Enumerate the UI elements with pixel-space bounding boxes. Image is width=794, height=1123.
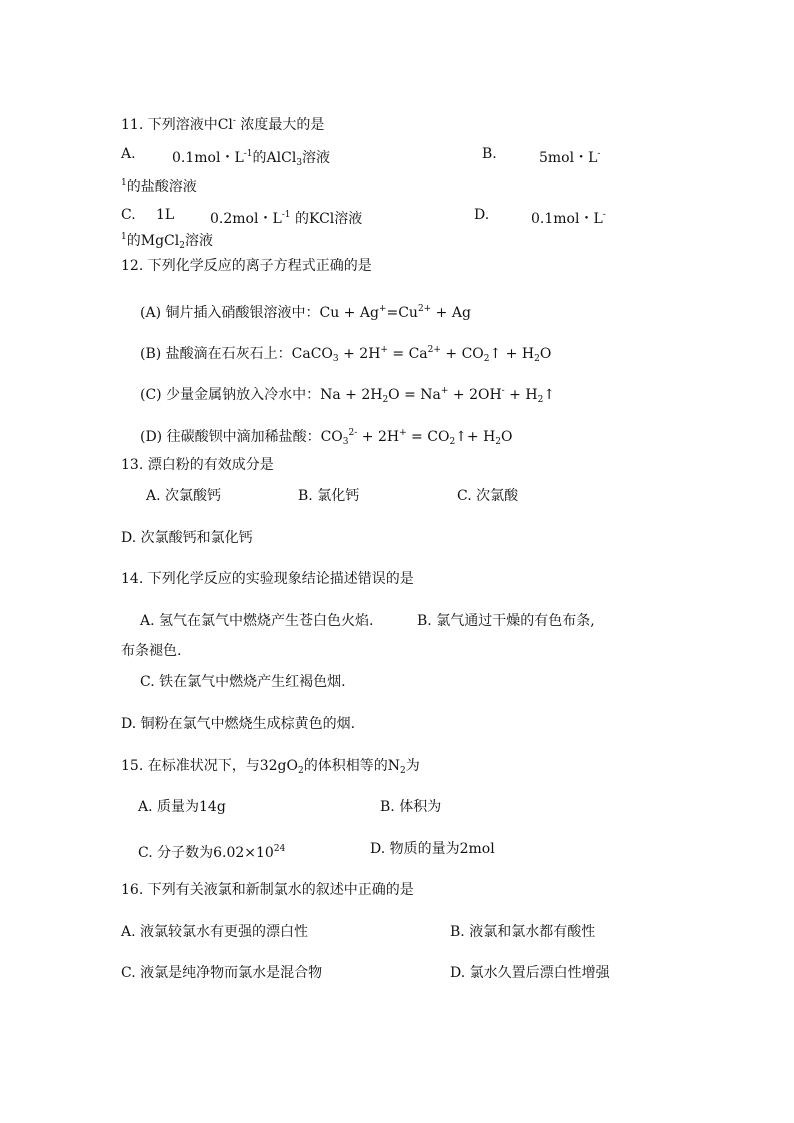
q13-option-b: B. 氯化钙 <box>298 488 360 504</box>
q14-option-b-continued: 布条褪色. <box>121 643 182 659</box>
q14-option-c: C. 铁在氯气中燃烧产生红褐色烟. <box>140 674 346 690</box>
q11-option-a-label: A. <box>121 146 136 162</box>
q16-option-a: A. 液氯较氯水有更强的漂白性 <box>121 924 309 940</box>
q11-option-b: 5mol・L- <box>539 149 601 166</box>
q15-stem: 15. 在标准状况下，与$32gO_2$的体积相等的$N_2$为 <box>121 758 420 776</box>
q12-option-a: (A) 铜片插入硝酸银溶液中：$Cu + Ag^+=Cu^{2+} + Ag$ <box>140 304 471 321</box>
q11-option-d: 0.1mol・L- <box>531 210 606 227</box>
q12-stem: 12. 下列化学反应的离子方程式正确的是 <box>121 258 372 274</box>
q16-stem: 16. 下列有关液氯和新制氯水的叙述中正确的是 <box>121 882 414 898</box>
q16-option-c: C. 液氯是纯净物而氯水是混合物 <box>121 965 323 981</box>
q11-option-c-label: C. <box>121 207 136 223</box>
q13-option-a: A. 次氯酸钙 <box>146 488 222 504</box>
q13-option-c: C. 次氯酸 <box>457 488 519 504</box>
q12-option-b: (B) 盐酸滴在石灰石上：CaCO$_3$ + $2H^+ = Ca^{2+}$ + $CO_2↑ + H_2O$ <box>140 345 552 364</box>
q16-option-d: D. 氯水久置后漂白性增强 <box>450 965 610 981</box>
q11-option-b-continued: $^1$的盐酸溶液 <box>121 178 197 195</box>
q11-option-c: 0.2mol・$L^{-1}$ 的KCl溶液 <box>210 210 363 227</box>
q14-option-b: B. 氯气通过干燥的有色布条, <box>417 613 595 629</box>
q11-option-d-continued: $^1$的MgCl$_2$溶液 <box>121 232 213 251</box>
q15-option-a: A. 质量为14g <box>138 799 226 815</box>
q13-option-d: D. 次氯酸钙和氯化钙 <box>121 530 253 546</box>
q11-stem: 11. 下列溶液中Cl- 浓度最大的是 <box>121 116 325 133</box>
q11-option-c-volume: 1L <box>156 207 175 223</box>
q11-option-a: 0.1mol・$L^{-1}$的AlCl$_3$溶液 <box>172 149 331 168</box>
q15-option-d: D. 物质的量为2mol <box>370 841 495 857</box>
q16-option-b: B. 液氯和氯水都有酸性 <box>450 924 596 940</box>
q15-option-b: B. 体积为 <box>380 799 442 815</box>
q12-option-c: (C) 少量金属钠放入冷水中：$Na + 2H_2O = Na^+ + 2OH^-$ + $H_2↑$ <box>140 386 556 405</box>
q15-option-c: C. 分子数为$6.02\times 10^{24}$ <box>138 844 286 861</box>
q12-option-d: (D) 往碳酸钡中滴加稀盐酸：$CO_3^{2-} + 2H^+$ = $CO_2↑+ H_2O$ <box>140 428 513 447</box>
q11-option-d-label: D. <box>474 207 490 223</box>
q14-option-d: D. 铜粉在氯气中燃烧生成棕黄色的烟. <box>121 716 356 732</box>
q11-option-b-label: B. <box>482 146 497 162</box>
q14-stem: 14. 下列化学反应的实验现象结论描述错误的是 <box>121 571 414 587</box>
q14-option-a: A. 氢气在氯气中燃烧产生苍白色火焰. <box>140 613 374 629</box>
q13-stem: 13. 漂白粉的有效成分是 <box>121 457 274 473</box>
